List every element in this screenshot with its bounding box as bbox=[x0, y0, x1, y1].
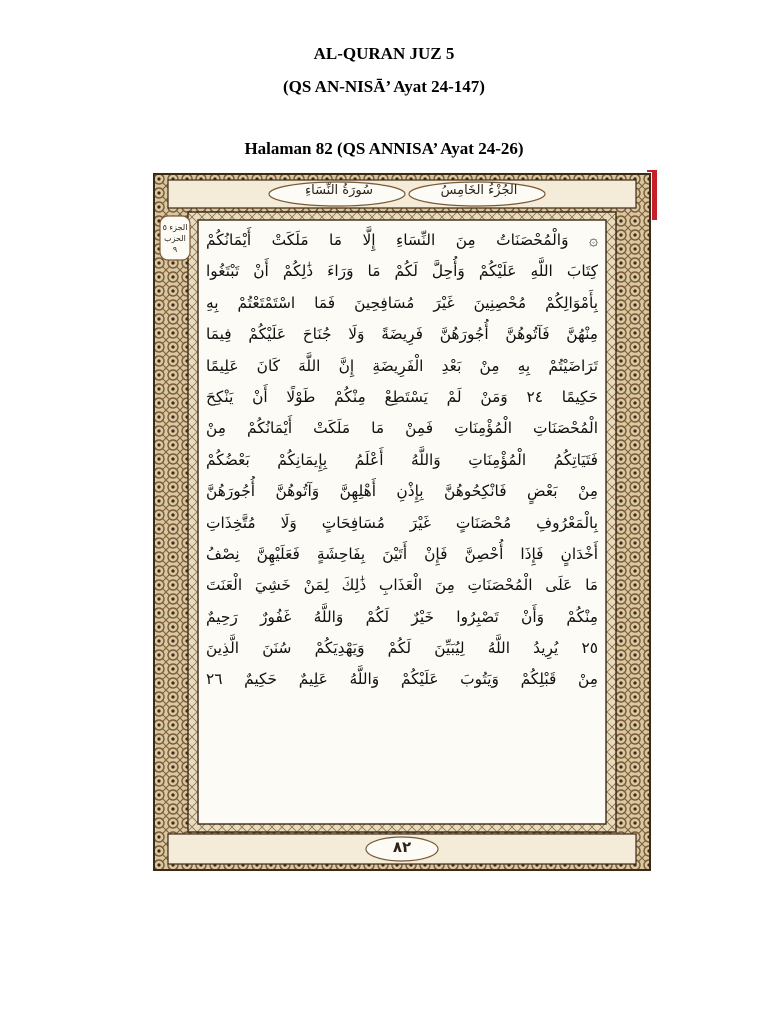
page-number: ٨٢ bbox=[392, 838, 412, 856]
text-line: كِتَابَ اللَّهِ عَلَيْكُمْ وَأُحِلَّ لَكُمْ مَا وَرَاءَ ذَٰلِكُمْ أَنْ تَبْتَغُوا bbox=[206, 262, 598, 281]
text-line: مِنْ قَبْلِكُمْ وَيَتُوبَ عَلَيْكُمْ وَاللَّهُ عَلِيمٌ حَكِيمٌ ٢٦ bbox=[206, 670, 598, 689]
header-surah-name: سُورَةُ النِّسَاءِ bbox=[305, 183, 373, 198]
document-title: AL-QURAN JUZ 5 bbox=[313, 44, 455, 63]
text-line: بِأَمْوَالِكُمْ مُحْصِنِينَ غَيْرَ مُسَافِحِينَ فَمَا اسْتَمْتَعْتُمْ بِهِ bbox=[206, 293, 598, 312]
text-line: مِنْهُنَّ فَآتُوهُنَّ أُجُورَهُنَّ فَرِيضَةً وَلَا جُنَاحَ عَلَيْكُمْ فِيمَا bbox=[206, 325, 598, 344]
section-heading: Halaman 82 (QS ANNISA’ Ayat 24-26) bbox=[244, 139, 524, 158]
text-line: بِالْمَعْرُوفِ مُحْصَنَاتٍ غَيْرَ مُسَافِحَاتٍ وَلَا مُتَّخِذَاتِ bbox=[206, 513, 598, 532]
quran-text bbox=[206, 225, 598, 822]
text-line: تَرَاضَيْتُمْ بِهِ مِنْ بَعْدِ الْفَرِيضَةِ إِنَّ اللَّهَ كَانَ عَلِيمًا bbox=[206, 356, 598, 375]
text-line: أَخْدَانٍ فَإِذَا أُحْصِنَّ فَإِنْ أَتَيْنَ بِفَاحِشَةٍ فَعَلَيْهِنَّ نِصْفُ bbox=[206, 544, 598, 563]
document-subtitle: (QS AN-NISĀ’ Ayat 24-147) bbox=[283, 77, 485, 96]
text-line: مِنْ بَعْضٍ فَانْكِحُوهُنَّ بِإِذْنِ أَهْلِهِنَّ وَآتُوهُنَّ أُجُورَهُنَّ bbox=[206, 482, 598, 501]
text-line: فَتَيَاتِكُمُ الْمُؤْمِنَاتِ وَاللَّهُ أَعْلَمُ بِإِيمَانِكُمْ بَعْضُكُمْ bbox=[206, 450, 598, 469]
juz-hizb-marker: الجزء ٥ الحزب ٩ bbox=[162, 223, 188, 254]
text-line: ۞ وَالْمُحْصَنَاتُ مِنَ النِّسَاءِ إِلَّا مَا مَلَكَتْ أَيْمَانُكُمْ bbox=[206, 231, 598, 249]
text-line: حَكِيمًا ٢٤ وَمَنْ لَمْ يَسْتَطِعْ مِنْكُمْ طَوْلًا أَنْ يَنْكِحَ bbox=[206, 387, 598, 406]
mushaf-page bbox=[152, 172, 652, 872]
text-line: مِنْكُمْ وَأَنْ تَصْبِرُوا خَيْرٌ لَكُمْ وَاللَّهُ غَفُورٌ رَحِيمٌ bbox=[206, 607, 598, 626]
header-juz-name: الجُزْءُ الخَامِسُ bbox=[440, 183, 518, 198]
text-line: مَا عَلَى الْمُحْصَنَاتِ مِنَ الْعَذَابِ ذَٰلِكَ لِمَنْ خَشِيَ الْعَنَتَ bbox=[206, 576, 598, 595]
text-line: الْمُحْصَنَاتِ الْمُؤْمِنَاتِ فَمِنْ مَا مَلَكَتْ أَيْمَانُكُمْ مِنْ bbox=[206, 419, 598, 438]
text-line: ٢٥ يُرِيدُ اللَّهُ لِيُبَيِّنَ لَكُمْ وَيَهْدِيَكُمْ سُنَنَ الَّذِينَ bbox=[206, 639, 598, 658]
